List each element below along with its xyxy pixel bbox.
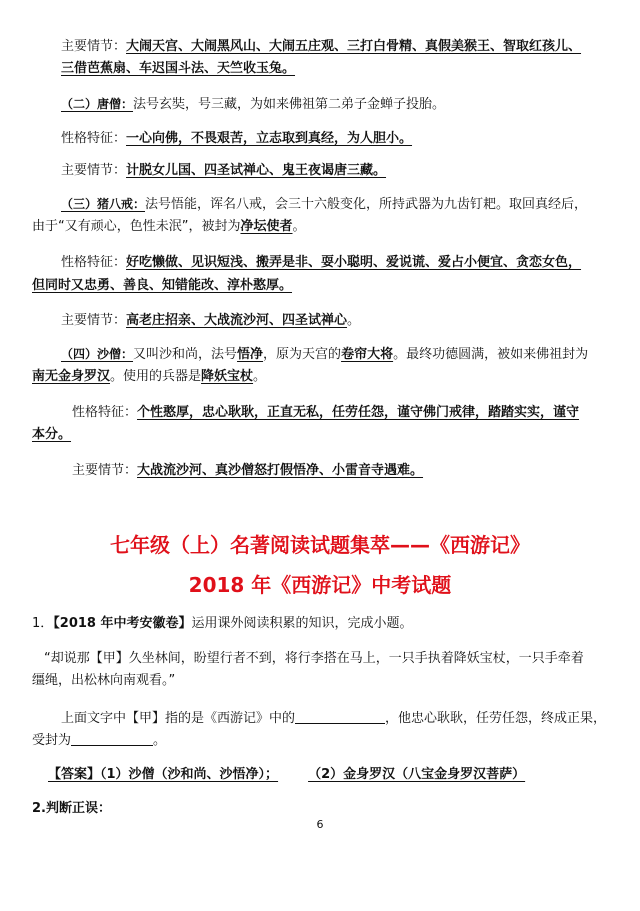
trait-content: 一心向佛，不畏艰苦，立志取到真经，为人胆小。 [126,131,413,146]
question-ask [61,710,606,727]
title-highlight: 南无金身罗汉 [32,369,111,384]
answer-line [48,766,525,783]
tangseng-intro [61,96,445,113]
bajie-intro [61,196,587,213]
dharma-name: 悟净 [237,347,264,362]
shaseng-intro [61,346,588,363]
question-ask-continued [32,732,166,749]
ask-text: ，他忠心耿耿，任劳任怨，终成正果， [385,711,607,726]
trait-content: 但同时又忠勇、善良、知错能改、淳朴憨厚。 [32,278,293,293]
plot-line [61,38,581,55]
character-tag: （三）猪八戒： [61,197,146,211]
question-2: 2.判断正误： [32,801,111,816]
quote-text: “却说那【甲】久坐林间，盼望行者不到，将行李搭在马上，一只手执着降妖宝杖，一只手牵着 [44,651,584,666]
tangseng-plot [61,162,386,179]
answer-2: （2）金身罗汉（八宝金身罗汉菩萨） [308,767,526,782]
answer-label: 【答案】 [48,767,101,782]
question-prompt: 运用课外阅读积累的知识，完成小题。 [191,616,413,631]
answer-blank[interactable] [295,711,385,724]
plot-label: 主要情节： [72,463,138,478]
answer-blank[interactable] [71,733,153,746]
question-1 [32,615,413,632]
shaseng-intro-continued [32,368,266,385]
bajie-trait [61,254,581,271]
plot-content: 高老庄招亲、大战流沙河、四圣试禅心 [126,313,348,328]
former-post: 卷帘大将 [341,347,394,362]
plot-label: 主要情节： [61,39,127,54]
bajie-trait-continued [32,277,292,294]
shaseng-trait-continued [32,426,71,443]
punctuation: 。 [347,313,361,328]
punctuation: 。 [292,219,306,234]
tangseng-trait [61,130,412,147]
trait-label: 性格特征： [61,255,127,270]
plot-label: 主要情节： [61,163,127,178]
trait-content: 个性憨厚，忠心耿耿，正直无私，任劳任怨，谨守佛门戒律，踏踏实实，谨守 [137,405,580,420]
punctuation: 。 [253,369,267,384]
question-quote [44,650,584,667]
page-number: 6 [316,818,324,831]
intro-text: 由于“又有顽心，色性未泯”，被封为 [32,219,241,234]
intro-text: 法号悟能，诨名八戒，会三十六般变化，所持武器为九齿钉耙。取回真经后， [145,197,588,212]
intro-text: ，原为天宫的 [263,347,342,362]
shaseng-trait [72,404,579,421]
trait-content: 好吃懒做、见识短浅、搬弄是非、耍小聪明、爱说谎、爱占小便宜、贪恋女色， [126,255,582,270]
plot-content: 三借芭蕉扇、车迟国斗法、天竺收玉兔。 [61,61,296,76]
exam-title: 2018 年《西游记》中考试题 [188,573,452,597]
intro-text: 。使用的兵器是 [110,369,202,384]
question-number: 1． [32,616,54,631]
trait-content: 本分。 [32,427,72,442]
intro-text: 。最终功德圆满，被如来佛祖封为 [393,347,589,362]
character-tag: （二）唐僧： [61,97,134,111]
intro-text: 法号玄奘，号三藏，为如来佛祖第二弟子金蝉子投胎。 [133,97,446,112]
intro-text: 又叫沙和尚，法号 [133,347,238,362]
answer-1: （1）沙僧（沙和尚、沙悟净）； [100,767,279,782]
bajie-plot [61,312,360,329]
trait-label: 性格特征： [72,405,138,420]
plot-content: 计脱女儿国、四圣试禅心、鬼王夜谒唐三藏。 [126,163,387,178]
question-quote-continued [32,672,175,689]
question-source: 【2018 年中考安徽卷】 [53,616,192,631]
shaseng-plot [72,462,423,479]
quote-text: 缰绳，出松林向南观看。” [32,673,176,688]
ask-text: 受封为 [32,733,72,748]
plot-content: 大闹天宫、大闹黑风山、大闹五庄观、三打白骨精、真假美猴王、智取红孩儿、 [126,39,582,54]
plot-line-continued [61,60,295,77]
character-tag: （四）沙僧： [61,347,134,361]
plot-content: 大战流沙河、真沙僧怒打假悟净、小雷音寺遇难。 [137,463,424,478]
title-highlight: 净坛使者 [240,219,293,234]
plot-label: 主要情节： [61,313,127,328]
section-title: 七年级（上）名著阅读试题集萃——《西游记》 [110,533,530,557]
weapon-highlight: 降妖宝杖 [201,369,254,384]
bajie-intro-continued [32,218,306,235]
punctuation: 。 [153,733,167,748]
trait-label: 性格特征： [61,131,127,146]
ask-text: 上面文字中【甲】指的是《西游记》中的 [61,711,296,726]
